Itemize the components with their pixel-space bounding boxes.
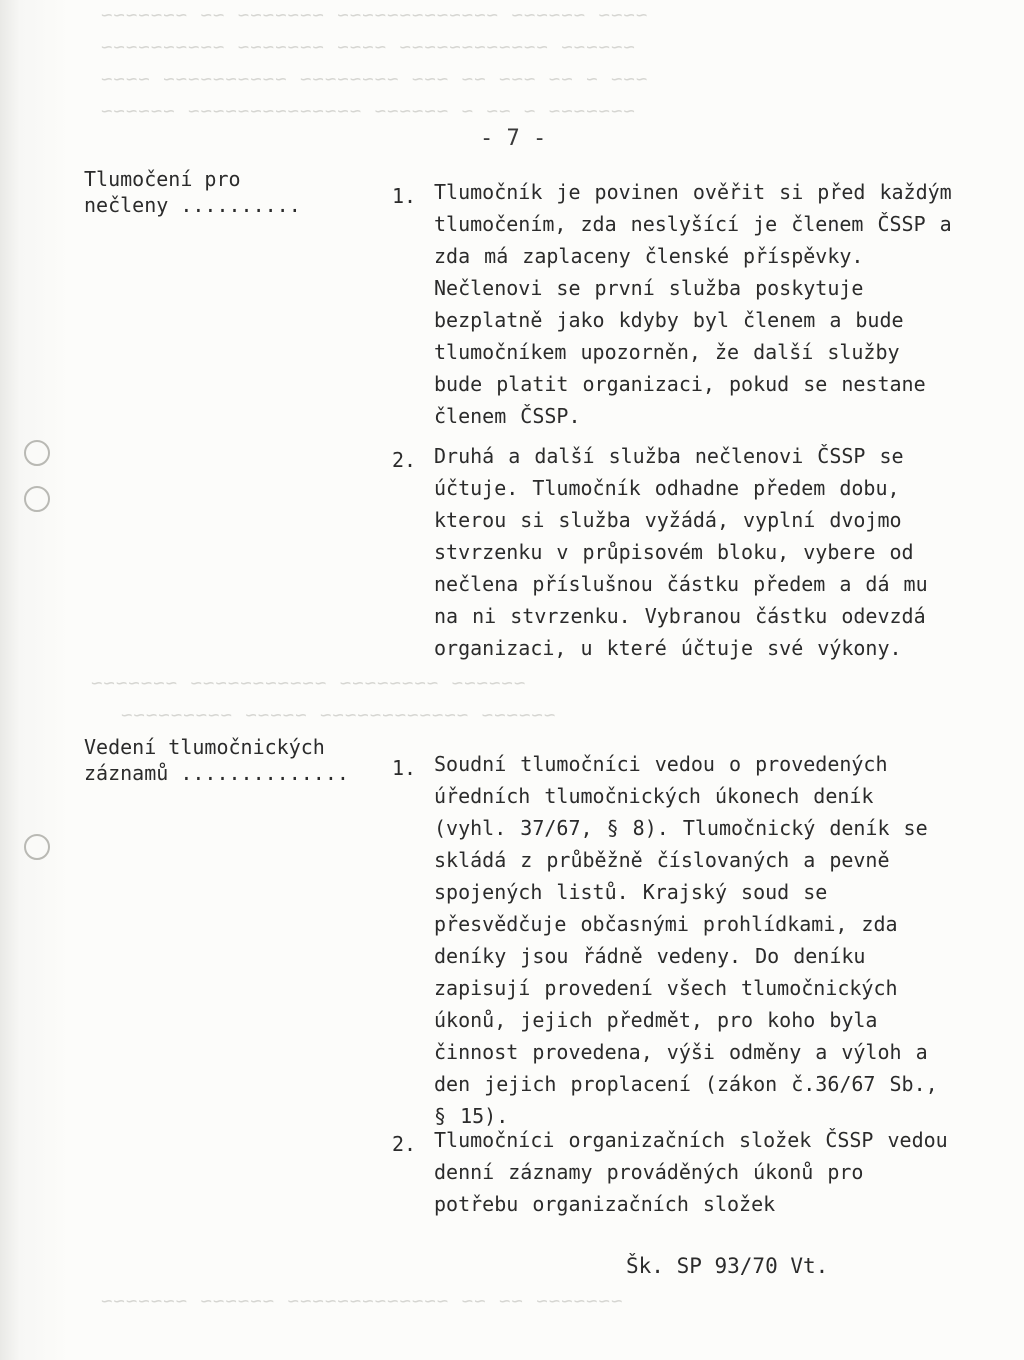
show-through-2: ~~~~~~ ~~~~~~~~~~~~ ~~~~ ~~~~~~~ ~~~~~~~~~~ [100,36,635,58]
section-heading-records [84,734,349,786]
paragraph-nonmember-verification: Tlumočník je povinen ověřit si před každým tlumočením, zda neslyšící je členem ČSSP a zda má zaplaceny členské příspěvky. Nečlenovi se první služba poskytuje bezplatně jako kdyby byl členem a bude tlumočníkem upozorněn, že další služby bude platit organizaci, pokud se nestane členem ČSSP. [434,180,952,428]
item-number: 1. [392,184,417,208]
section-heading-line1: Tlumočení pro [84,167,241,191]
punch-hole-upper [24,440,50,466]
section-heading-line1: Vedení tlumočnických [84,735,325,759]
item-number: 2. [392,1132,417,1156]
scan-edge [0,0,70,1360]
show-through-5: ~~~~~~ ~~~~~~~~ ~~~~~~~~~~~ ~~~~~~~ [90,672,526,694]
paragraph-nonmember-billing: Druhá a další služba nečlenovi ČSSP se účtuje. Tlumočník odhadne předem dobu, kterou si služba vyžádá, vyplní dvojmo stvrzenku v průpisovém bloku, vybere od nečlena příslušnou částku předem a dá mu na ni stvrzenku. Vybranou částku odevzdá organizaci, u které účtuje své výkony. [434,444,928,660]
document-reference: Šk. SP 93/70 Vt. [626,1254,829,1278]
section-heading-line2: záznamů .............. [84,761,349,785]
show-through-3: ~~~ ~ ~~ ~~~ ~~ ~~~ ~~~~~~~~ ~~~~~~~~~~ ~~~~ [100,68,648,90]
show-through-6: ~~~~~~ ~~~~~~~~~~~~ ~~~~~ ~~~~~~~~~ [120,704,556,726]
show-through-7: ~~~~~~~ ~~ ~~ ~~~~~~~~~~~~~ ~~~~~~ ~~~~~~~ [100,1290,623,1312]
paragraph-court-interpreters-diary: Soudní tlumočníci vedou o provedených úředních tlumočnických úkonech deník (vyhl. 37/67, § 8). Tlumočnický deník se skládá z průběžně číslovaných a pevně spojených listů. Krajský soud se přesvědčuje občasnými prohlídkami, zda deníky jsou řádně vedeny. Do deníku zapisují provedení všech tlumočnických úkonů, jejich předmět, pro koho byla činnost provedena, výši odměny a výloh a den jejich proplacení (zákon č.36/67 Sb., § 15). [434,752,938,1128]
show-through-1: ~~~~ ~~~~~~ ~~~~~~~~~~~~~ ~~~~~~~ ~~ ~~~~~~~ [100,4,648,26]
show-through-4: ~~~~~~~ ~ ~~ ~ ~~~~~~ ~~~~~~~~~~~~~~ ~~~~~~ [100,100,635,122]
punch-hole-lower [24,834,50,860]
item-number: 1. [392,756,417,780]
page-number: - 7 - [480,126,547,151]
section-heading-line2: nečleny .......... [84,193,301,217]
item-number: 2. [392,448,417,472]
paragraph-organization-records: Tlumočníci organizačních složek ČSSP vedou denní záznamy prováděných úkonů pro potřebu organizačních složek [434,1128,948,1216]
punch-hole-middle [24,486,50,512]
section-heading-nonmembers [84,166,301,218]
